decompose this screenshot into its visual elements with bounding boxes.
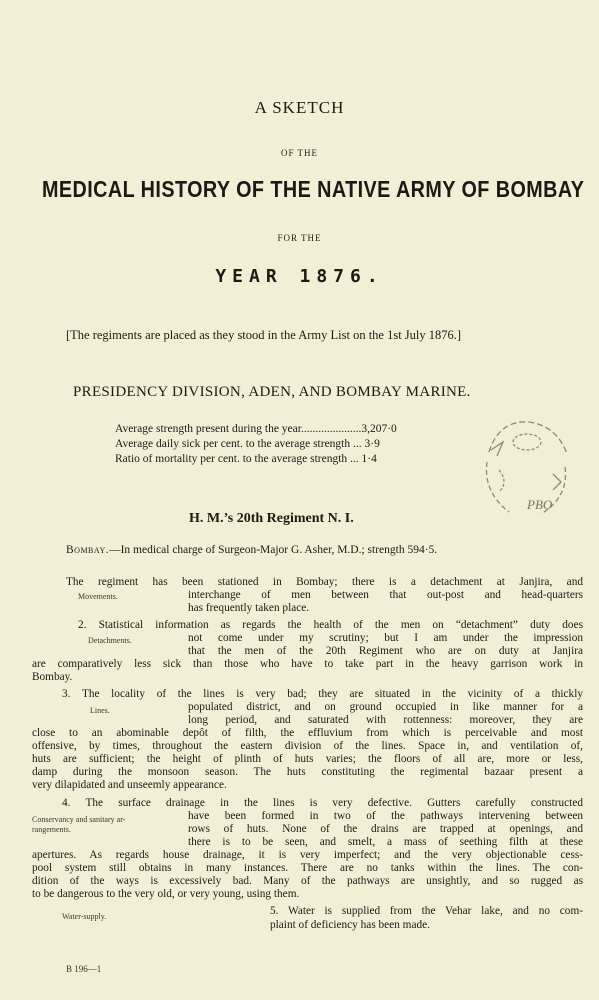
p3-line-2: populated district, and on ground occupied in like manner for a	[188, 701, 583, 713]
p3-line-5: offensive, by times, throughout the eastern division of the lines. Space in, and ventilation of,	[32, 740, 583, 752]
regiment-heading: H. M.’s 20th Regiment N. I.	[189, 511, 354, 526]
title-line-for-the: FOR THE	[277, 233, 322, 243]
margin-note-detachments: Detachments.	[88, 636, 132, 645]
title-line-sketch: A SKETCH	[254, 98, 345, 117]
p2-line-3: that the men of the 20th Regiment who are on duty at Janjira	[188, 645, 583, 657]
p1-line-3: has frequently taken place.	[188, 602, 310, 614]
margin-note-lines: Lines.	[90, 706, 110, 715]
p4-line-3: rows of huts. None of the drains are trapped at openings, and	[188, 823, 583, 835]
title-year: YEAR 1876.	[215, 266, 384, 287]
p3-line-6: huts are sufficient; the height of plinth of huts varies; the floors of all are, more or less,	[32, 753, 583, 765]
p3-line-1: 3. The locality of the lines is very bad; they are situated in the vicinity of a thickly	[62, 688, 583, 700]
stat-mortality: Ratio of mortality per cent. to the average strength ... 1·4	[115, 453, 377, 465]
bombay-line	[66, 544, 437, 556]
p4-line-4: there is to be seen, and smelt, a mass of seething filth at these	[188, 836, 583, 848]
bombay-label: Bombay.	[66, 544, 110, 556]
p2-line-4: are comparatively less sick than those who have to take part in the heavy garrison work in	[32, 658, 583, 670]
margin-note-water-supply: Water-supply.	[62, 912, 107, 921]
stats-block	[115, 422, 397, 467]
stamp-text: PBO	[527, 497, 553, 512]
p2-line-1: 2. Statistical information as regards the health of the men on “detachment” duty does	[78, 619, 583, 631]
p4-line-1: 4. The surface drainage in the lines is very defective. Gutters carefully constructed	[62, 797, 583, 809]
p3-line-4: close to an abominable depôt of filth, the effluvium from which is perceivable and most	[32, 727, 583, 739]
p5-line-1: 5. Water is supplied from the Vehar lake, and no com-	[270, 905, 583, 917]
margin-note-conservancy-1: Conservancy and sanitary ar-	[32, 815, 126, 824]
printer-signature: B 196—1	[66, 964, 102, 974]
p2-line-5: Bombay.	[32, 671, 73, 683]
margin-note-movements: Movements.	[78, 592, 118, 601]
p3-line-7: damp during the monsoon season. The huts constituting the regimental bazaar present a	[32, 766, 583, 778]
title-main: MEDICAL HISTORY OF THE NATIVE ARMY OF BOMBAY	[42, 176, 585, 202]
p4-line-6: pool system still obtains in many instances. There are no tanks within the lines. The con-	[32, 862, 583, 874]
regiments-note: [The regiments are placed as they stood in the Army List on the 1st July 1876.]	[66, 328, 462, 342]
p1-line-2: interchange of men between that out-post and head-quarters	[188, 589, 583, 601]
division-heading: PRESIDENCY DIVISION, ADEN, AND BOMBAY MARINE.	[73, 384, 471, 400]
p1-line-1: The regiment has been stationed in Bombay; there is a detachment at Janjira, and	[66, 576, 583, 588]
title-line-of-the: OF THE	[280, 148, 319, 158]
p5-line-2: plaint of deficiency has been made.	[270, 919, 430, 931]
stat-average-strength: Average strength present during the year.....................3,207·0	[115, 423, 397, 435]
p3-line-8: very dilapidated and unseemly appearance.	[32, 779, 227, 791]
p2-line-2: not come under my scrutiny; but I am under the impression	[188, 632, 583, 644]
p3-line-3: long period, and saturated with rottenness: moreover, they are	[188, 714, 583, 726]
bombay-text: —In medical charge of Surgeon-Major G. Asher, M.D.; strength 594·5.	[109, 544, 438, 556]
margin-note-conservancy-2: rangements.	[32, 825, 71, 834]
p4-line-2: have been formed in two of the pathways intervening between	[188, 810, 583, 822]
p4-line-8: to be dangerous to the very old, or very young, using them.	[32, 888, 300, 900]
stat-daily-sick: Average daily sick per cent. to the average strength ... 3·9	[115, 438, 380, 450]
p4-line-5: apertures. As regards house drainage, it is very imperfect; and the very objectionable cess-	[32, 849, 583, 861]
p4-line-7: dition of the ways is excessively bad. Many of the pathways are unsightly, and so rugged as	[32, 875, 583, 887]
library-stamp-seal	[469, 412, 577, 522]
